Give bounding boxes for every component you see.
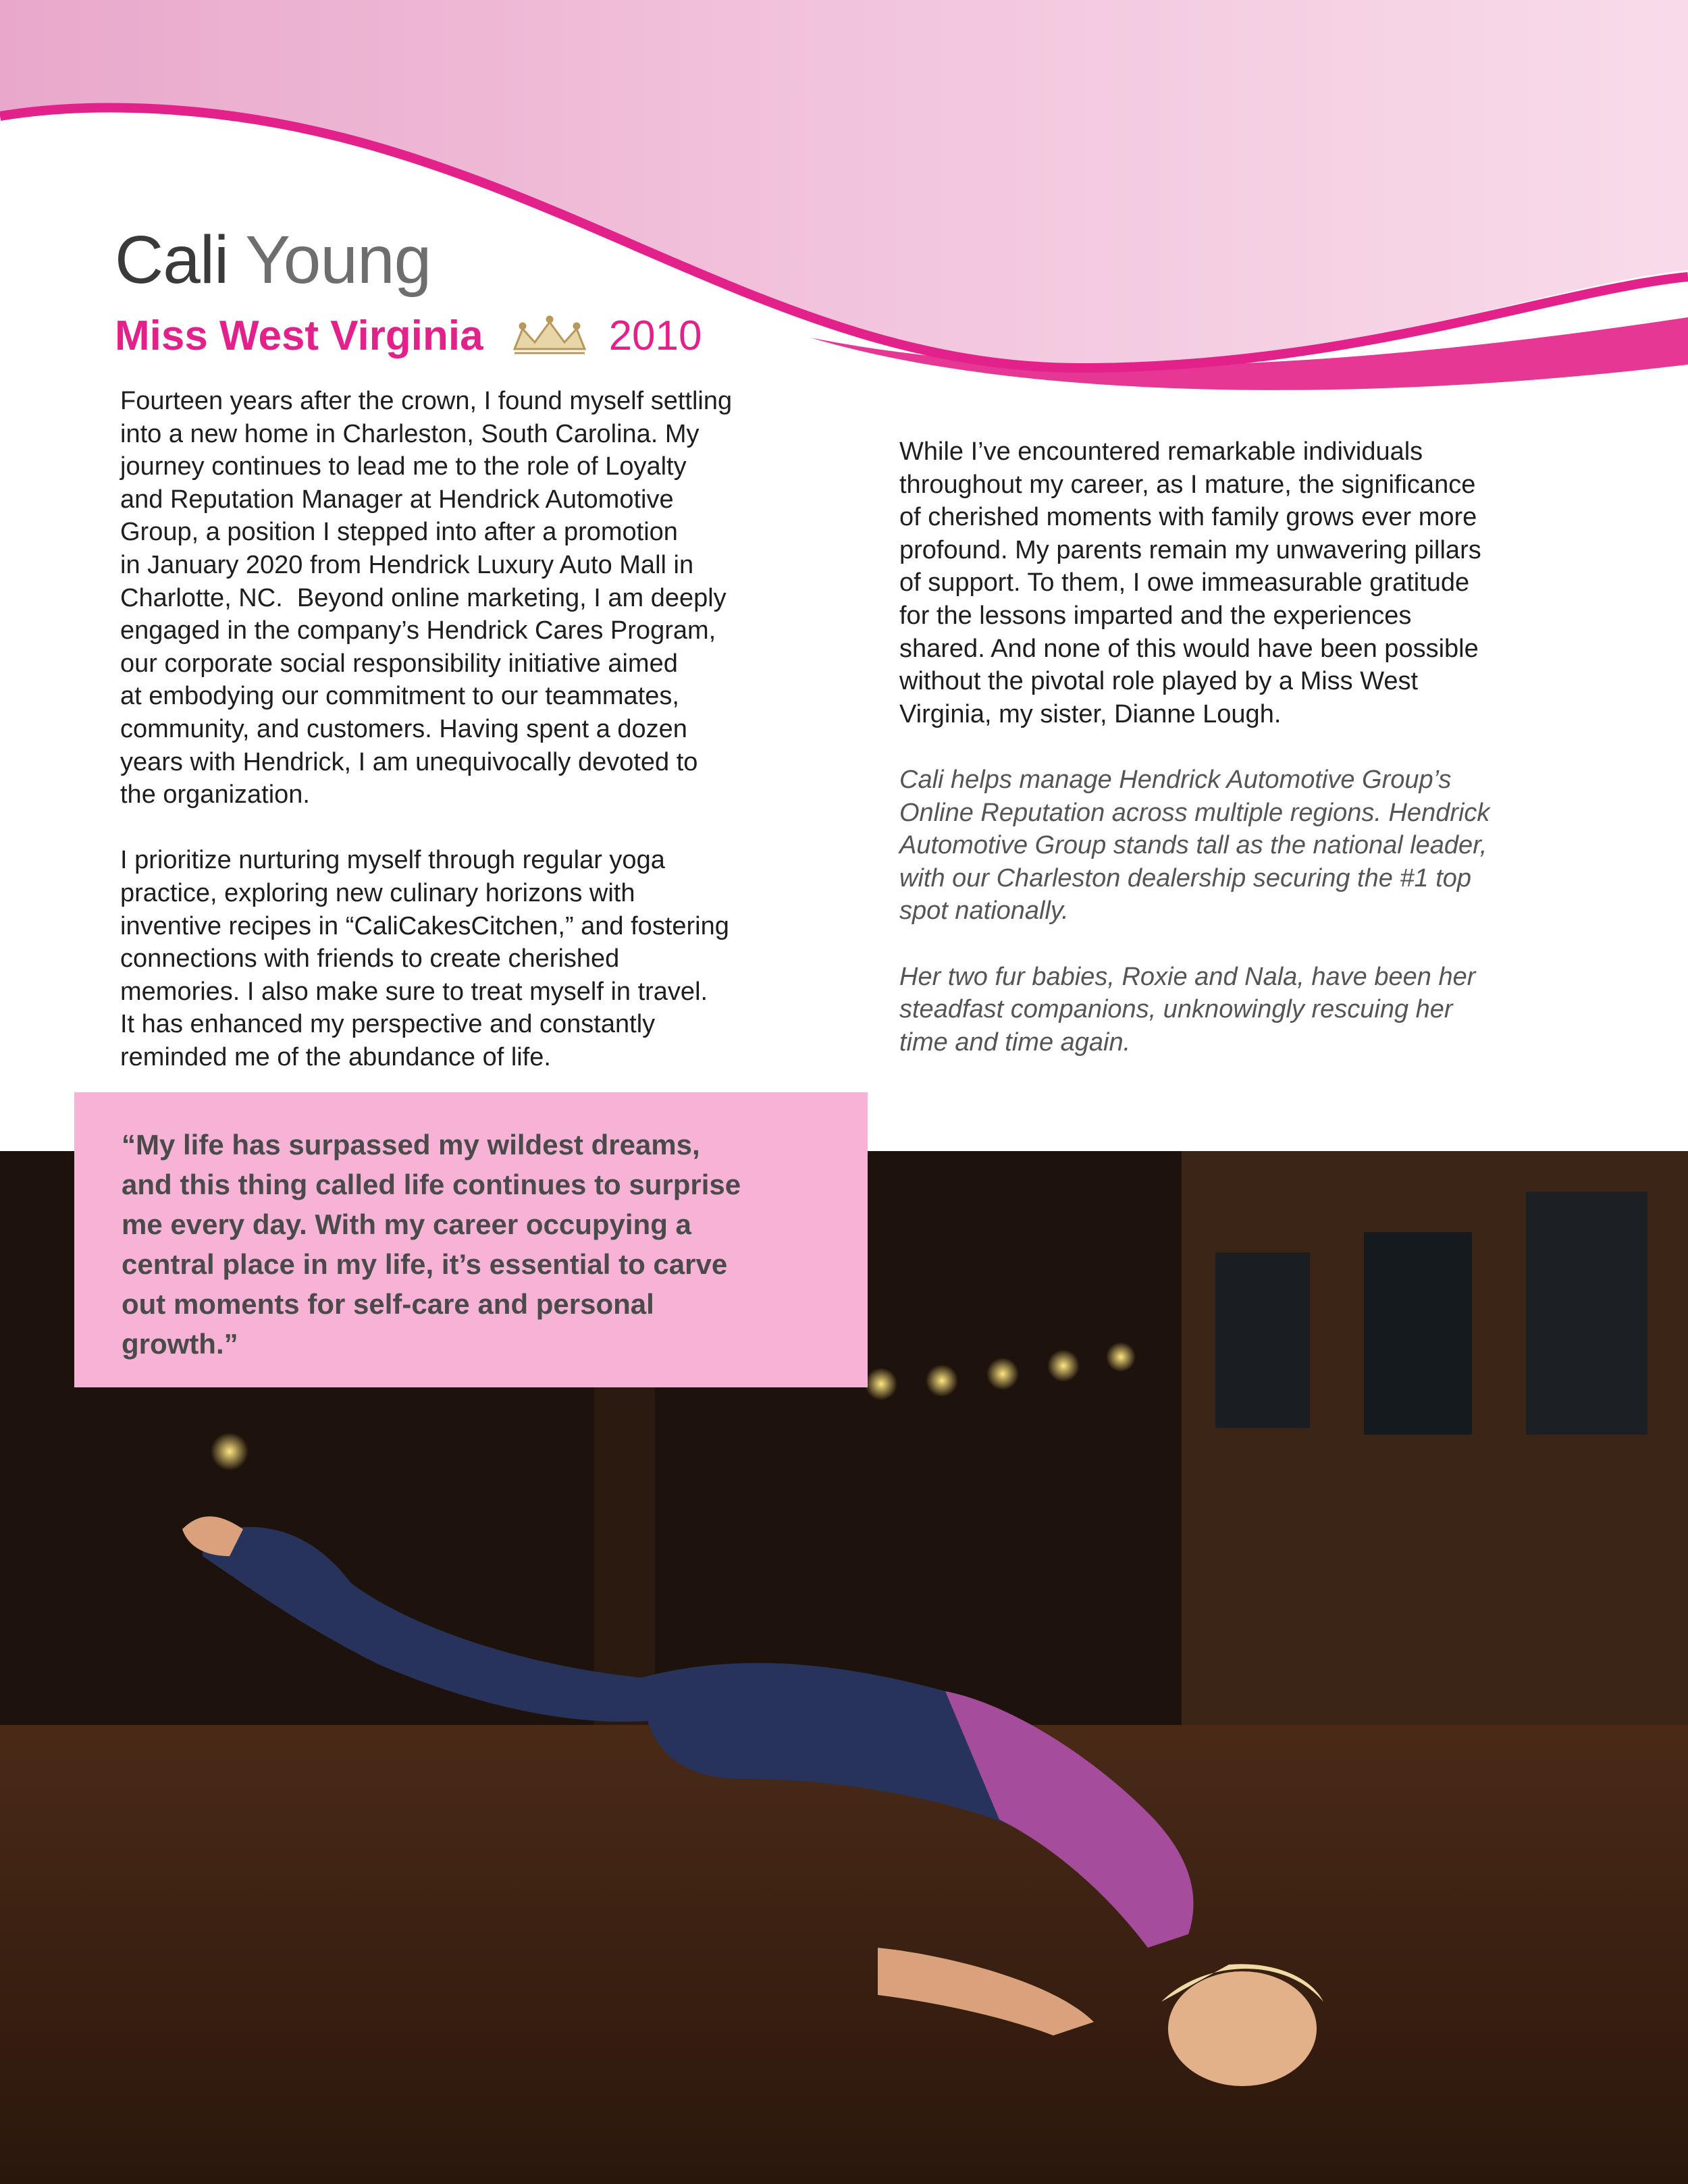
left-column: [120, 385, 890, 1073]
subtitle: [115, 315, 702, 357]
text-line: time and time again.: [899, 1028, 1131, 1057]
text-line: with our Charleston dealership securing the #1 top: [899, 863, 1472, 893]
quote-line: “My life has surpassed my wildest dreams,: [122, 1129, 700, 1161]
state-title: Miss West Virginia: [115, 313, 483, 359]
text-line: without the pivotal role played by a Miss West: [899, 667, 1419, 696]
text-line: Virginia, my sister, Dianne Lough.: [899, 699, 1282, 728]
left-paragraph-1: [120, 385, 890, 811]
quote-line: growth.”: [122, 1328, 238, 1360]
text-line: I prioritize nurturing myself through regular yoga: [120, 846, 665, 875]
text-line: in January 2020 from Hendrick Luxury Auto Mall in: [120, 550, 694, 579]
text-line: inventive recipes in “CaliCakesCitchen,” and fostering: [120, 911, 729, 940]
page-title: [115, 222, 431, 298]
text-line: and Reputation Manager at Hendrick Automotive: [120, 485, 674, 514]
text-line: It has enhanced my perspective and constantly: [120, 1010, 656, 1039]
quote-line: me every day. With my career occupying a: [122, 1208, 691, 1240]
quote-line: and this thing called life continues to surprise: [122, 1169, 741, 1200]
text-line: at embodying our commitment to our teammates,: [120, 682, 679, 711]
text-line: Group, a position I stepped into after a promotion: [120, 518, 678, 547]
text-line: profound. My parents remain my unwavering pillars: [899, 535, 1481, 564]
right-italic-2: [899, 961, 1608, 1059]
text-line: our corporate social responsibility initiative aimed: [120, 649, 678, 678]
text-line: shared. And none of this would have been possible: [899, 634, 1479, 663]
text-line: the organization.: [120, 780, 310, 809]
text-line: Charlotte, NC. Beyond online marketing, I am deeply: [120, 583, 727, 612]
text-line: memories. I also make sure to treat myself in travel.: [120, 977, 708, 1006]
right-column: [899, 435, 1608, 1059]
text-line: spot nationally.: [899, 897, 1069, 926]
text-line: of support. To them, I owe immeasurable gratitude: [899, 568, 1470, 597]
quote-line: out moments for self-care and personal: [122, 1288, 654, 1320]
year: 2010: [608, 313, 702, 359]
left-paragraph-2: [120, 844, 890, 1073]
text-line: Cali helps manage Hendrick Automotive Group’s: [899, 765, 1452, 794]
crown-icon: [509, 315, 590, 357]
text-line: Automotive Group stands tall as the national leader,: [899, 831, 1487, 860]
text-line: reminded me of the abundance of life.: [120, 1042, 551, 1071]
text-line: for the lessons imparted and the experiences: [899, 601, 1412, 630]
text-line: years with Hendrick, I am unequivocally devoted to: [120, 747, 698, 776]
quote-line: central place in my life, it’s essential to carve: [122, 1248, 728, 1280]
text-line: engaged in the company’s Hendrick Cares Program,: [120, 616, 716, 645]
first-name: Cali: [115, 222, 229, 298]
right-italic-1: [899, 764, 1608, 928]
text-line: steadfast companions, unknowingly rescuing her: [899, 995, 1453, 1024]
last-name: Young: [245, 222, 431, 298]
text-line: into a new home in Charleston, South Carolina. My: [120, 419, 700, 448]
right-paragraph-1: [899, 435, 1608, 730]
text-line: throughout my career, as I mature, the significance: [899, 470, 1476, 499]
text-line: community, and customers. Having spent a dozen: [120, 714, 687, 743]
text-line: Online Reputation across multiple regions. Hendrick: [899, 798, 1490, 827]
text-line: of cherished moments with family grows ever more: [899, 503, 1477, 532]
text-line: connections with friends to create cherished: [120, 944, 620, 974]
text-line: While I’ve encountered remarkable individuals: [899, 437, 1423, 466]
text-line: Fourteen years after the crown, I found myself settling: [120, 387, 733, 415]
text-line: journey continues to lead me to the role of Loyalty: [120, 452, 687, 481]
text-line: Her two fur babies, Roxie and Nala, have been her: [899, 962, 1476, 991]
text-line: practice, exploring new culinary horizons with: [120, 878, 635, 907]
pull-quote: [74, 1092, 868, 1387]
